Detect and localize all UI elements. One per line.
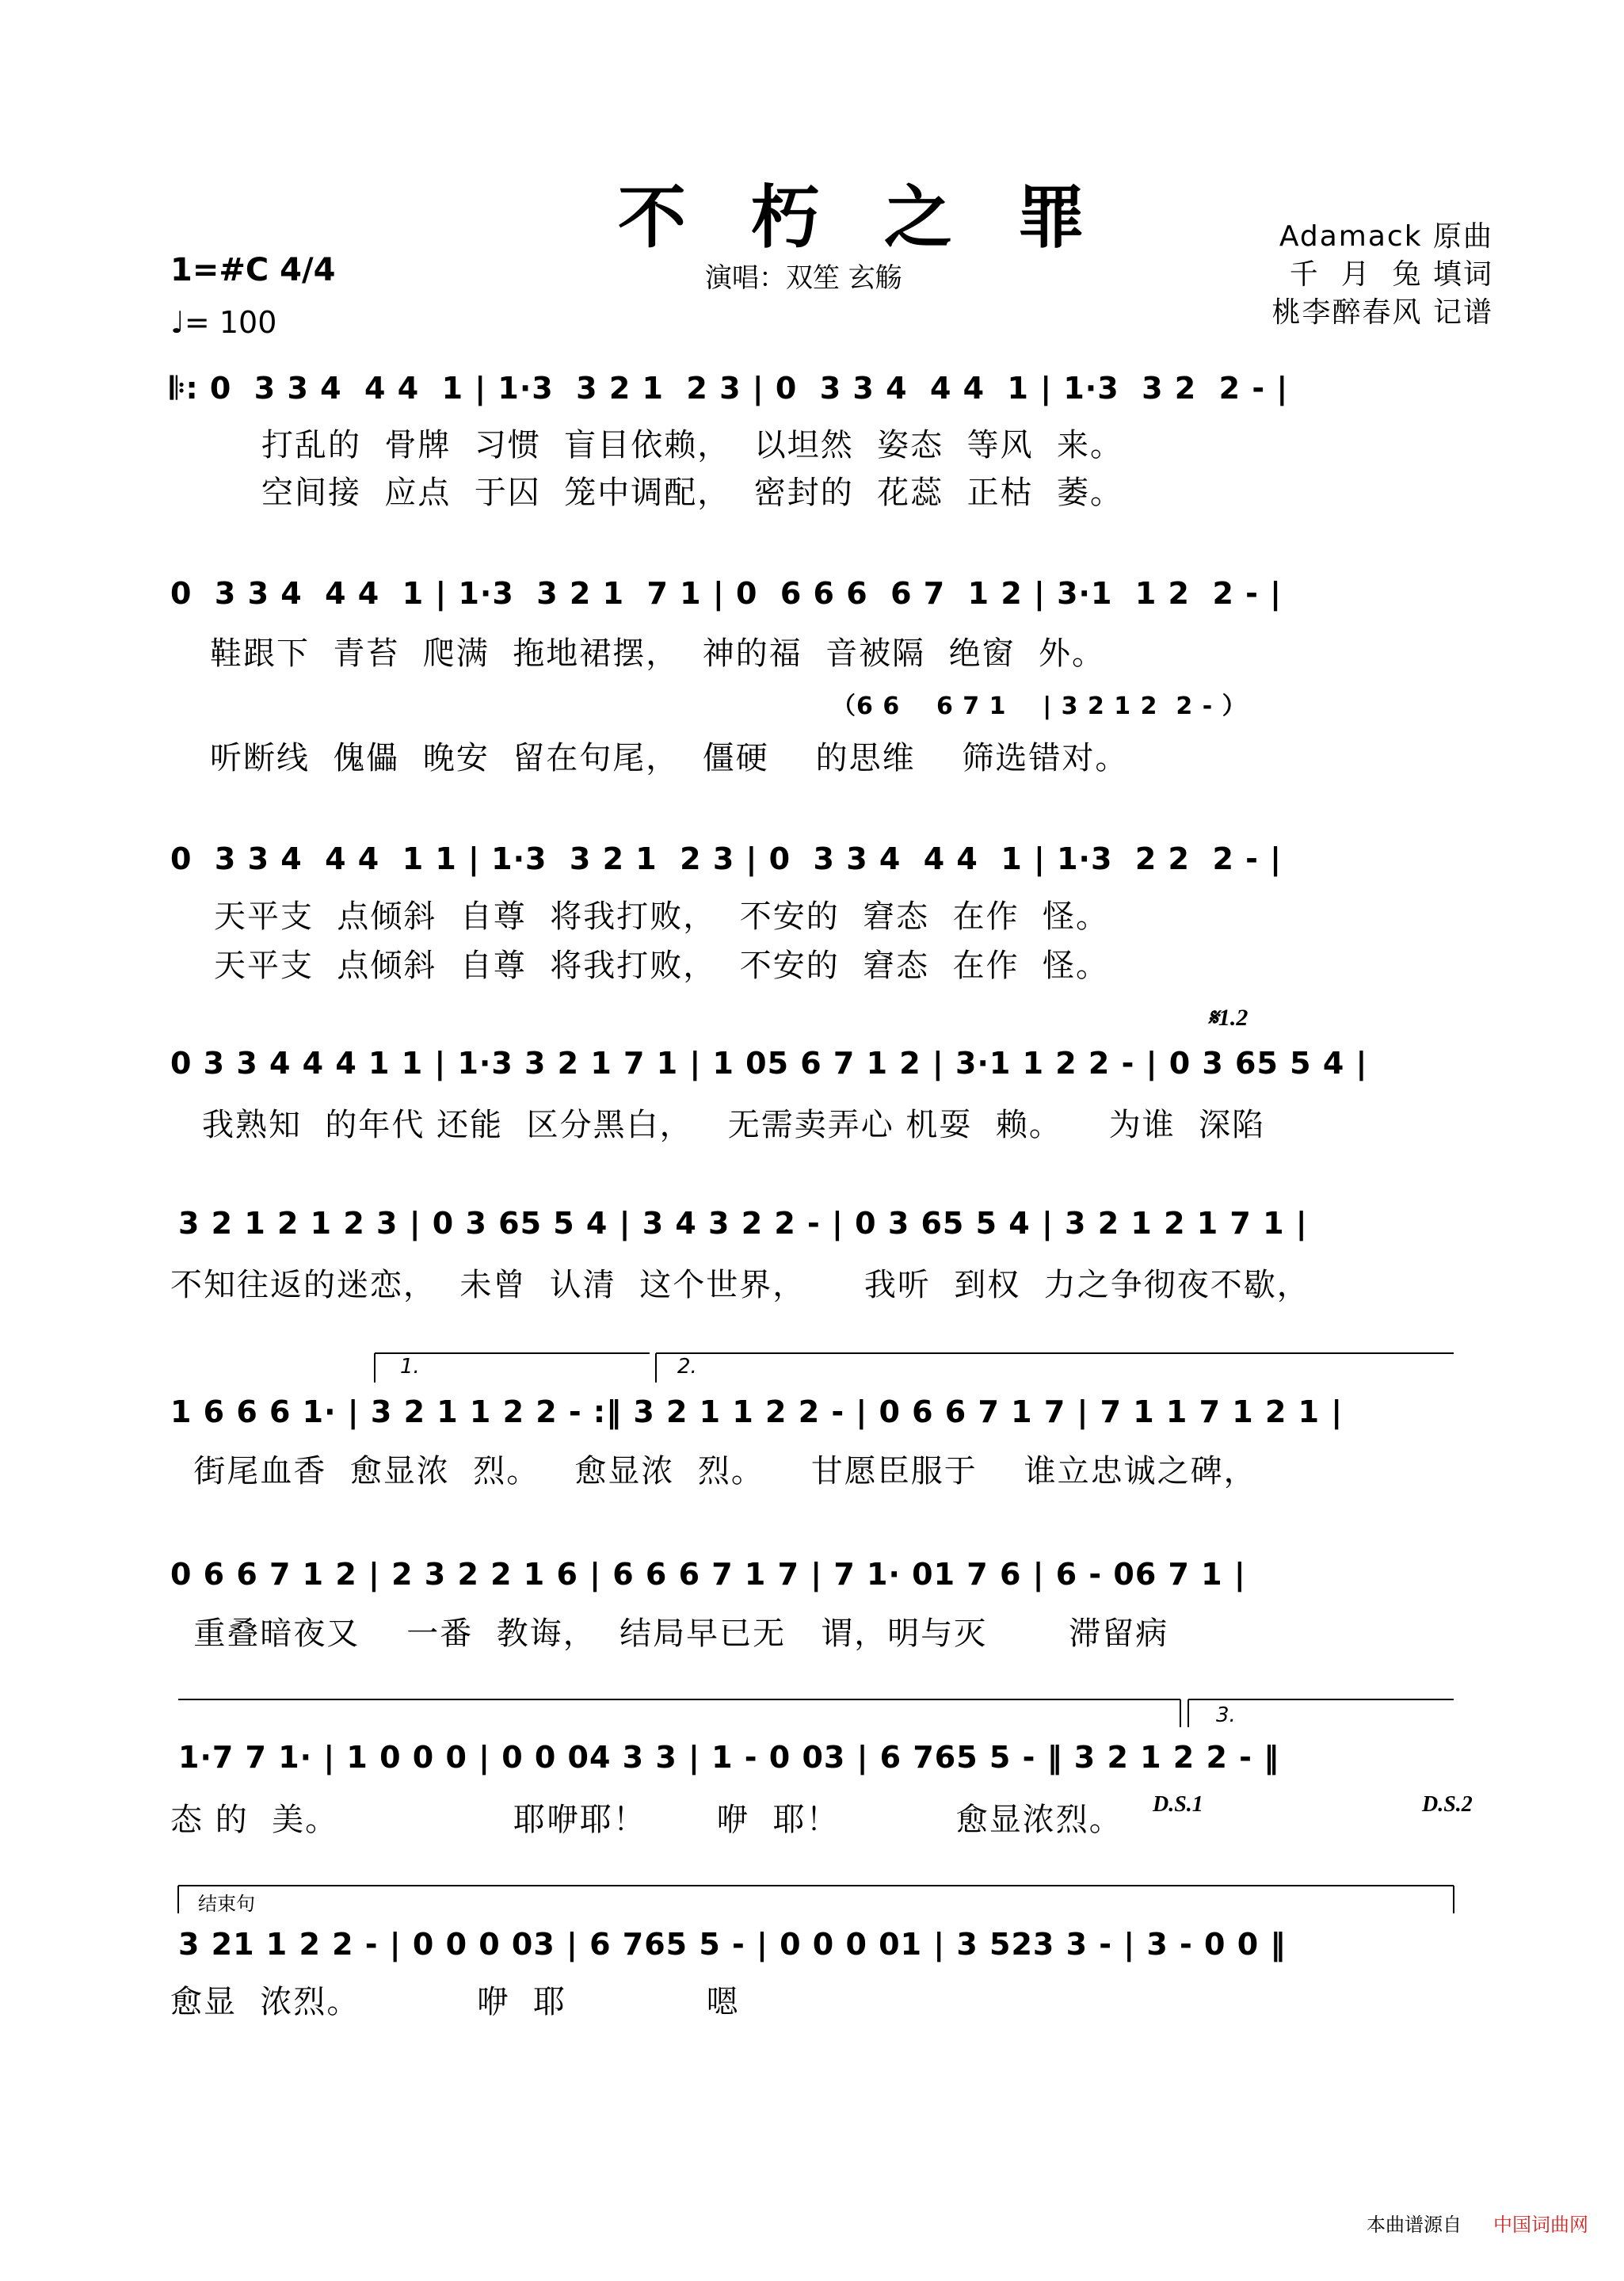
notation-row-9: 3 21 1 2 2 - | 0 0 0 03 | 6 765 5 - | 0 0 0 01 | 3 523 3 - | 3 - 0 0 ‖ — [178, 1927, 1287, 1962]
lyrics-row-8: 态 的 美。 耶咿耶！ 咿 耶！ 愈显浓烈。 — [170, 1802, 1123, 1838]
singer-credit: 演唱：双笙 玄觞 — [705, 262, 902, 294]
key-signature: 1=#C 4/4 — [170, 252, 336, 288]
lyrics-row-1-verse-2: 空间接 应点 于囚 笼中调配， 密封的 花蕊 正枯 萎。 — [261, 475, 1124, 511]
lyrics-row-5: 不知往返的迷恋， 未曾 认清 这个世界， 我听 到权 力之争彻夜不歇， — [170, 1267, 1310, 1303]
lyrics-row-7: 重叠暗夜又 一番 教诲， 结局早已无 谓，明与灭 滞留病 — [170, 1615, 1169, 1652]
composer-credit: Adamack 原曲 — [1279, 220, 1493, 253]
volta-2-label: 2. — [677, 1355, 697, 1379]
notation-row-1: 𝄆: 0 3 3 4 4 4 1 | 1·3 3 2 1 2 3 | 0 3 3 4 4 4 1 | 1·3 3 2 2 - | — [170, 371, 1289, 406]
lyrics-row-2-verse-1: 鞋跟下 青苔 爬满 拖地裙摆， 神的福 音被隔 绝窗 外。 — [210, 635, 1106, 672]
lyrics-row-2-verse-2: 听断线 傀儡 晚安 留在句尾， 僵硬 的思维 筛选错对。 — [210, 740, 1129, 776]
lyrics-row-6: 街尾血香 愈显浓 烈。 愈显浓 烈。 甘愿臣服于 谁立忠诚之碑， — [170, 1453, 1257, 1490]
lyrics-row-3-verse-2: 天平支 点倾斜 自尊 将我打败， 不安的 窘态 在作 怪。 — [214, 948, 1110, 984]
lyrics-row-9: 愈显 浓烈。 咿 耶 嗯 — [170, 1984, 740, 2020]
notation-row-4: 0 3 3 4 4 4 1 1 | 1·3 3 2 1 7 1 | 1 05 6 7 1 2 | 3·1 1 2 2 - | 0 3 65 5 4 | — [170, 1046, 1368, 1081]
notation-row-3: 0 3 3 4 4 4 1 1 | 1·3 3 2 1 2 3 | 0 3 3 4 4 4 1 | 1·3 2 2 2 - | — [170, 841, 1282, 876]
volta-1-label: 1. — [400, 1355, 420, 1379]
dal-segno-1: D.S.1 — [1153, 1792, 1203, 1817]
footer-site-link[interactable]: 中国词曲网 — [1493, 2214, 1588, 2236]
tempo-mark: ♩= 100 — [170, 305, 277, 340]
lyrics-row-3-verse-1: 天平支 点倾斜 自尊 将我打败， 不安的 窘态 在作 怪。 — [214, 898, 1110, 935]
volta-3-label: 3. — [1216, 1703, 1236, 1727]
notation-row-8: 1·7 7 1· | 1 0 0 0 | 0 0 04 3 3 | 1 - 0 03 | 6 765 5 - ‖ 3 2 1 2 2 - ‖ — [178, 1740, 1280, 1775]
footer-source-text: 本曲谱源自 — [1367, 2214, 1462, 2236]
transcriber-credit: 桃李醉春风 记谱 — [1271, 296, 1493, 329]
lyrics-row-4: 我熟知 的年代 还能 区分黑白， 无需卖弄心 机耍 赖。 为谁 深陷 — [202, 1107, 1266, 1143]
song-title: 不 朽 之 罪 — [618, 177, 1106, 257]
notation-row-2: 0 3 3 4 4 4 1 | 1·3 3 2 1 7 1 | 0 6 6 6 6 7 1 2 | 3·1 1 2 2 - | — [170, 576, 1282, 611]
ending-label: 结束句 — [198, 1893, 255, 1915]
dal-segno-2: D.S.2 — [1422, 1792, 1473, 1817]
notation-row-7: 0 6 6 7 1 2 | 2 3 2 2 1 6 | 6 6 6 7 1 7 | 7 1· 01 7 6 | 6 - 06 7 1 | — [170, 1557, 1246, 1592]
interlude-notation: （6 6 6 7 1 | 3 2 1 2 2 - ） — [832, 692, 1247, 720]
notation-row-5: 3 2 1 2 1 2 3 | 0 3 65 5 4 | 3 4 3 2 2 - | 0 3 65 5 4 | 3 2 1 2 1 7 1 | — [178, 1206, 1308, 1241]
lyrics-row-1-verse-1: 打乱的 骨牌 习惯 盲目依赖， 以坦然 姿态 等风 来。 — [261, 427, 1124, 463]
notation-row-6: 1 6 6 6 1· | 3 2 1 1 2 2 - :‖ 3 2 1 1 2 2 - | 0 6 6 7 1 7 | 7 1 1 7 1 2 1 | — [170, 1394, 1344, 1429]
lyricist-credit: 千 月 兔 填词 — [1289, 258, 1493, 291]
segno-mark: 𝄋1.2 — [1208, 1005, 1248, 1031]
